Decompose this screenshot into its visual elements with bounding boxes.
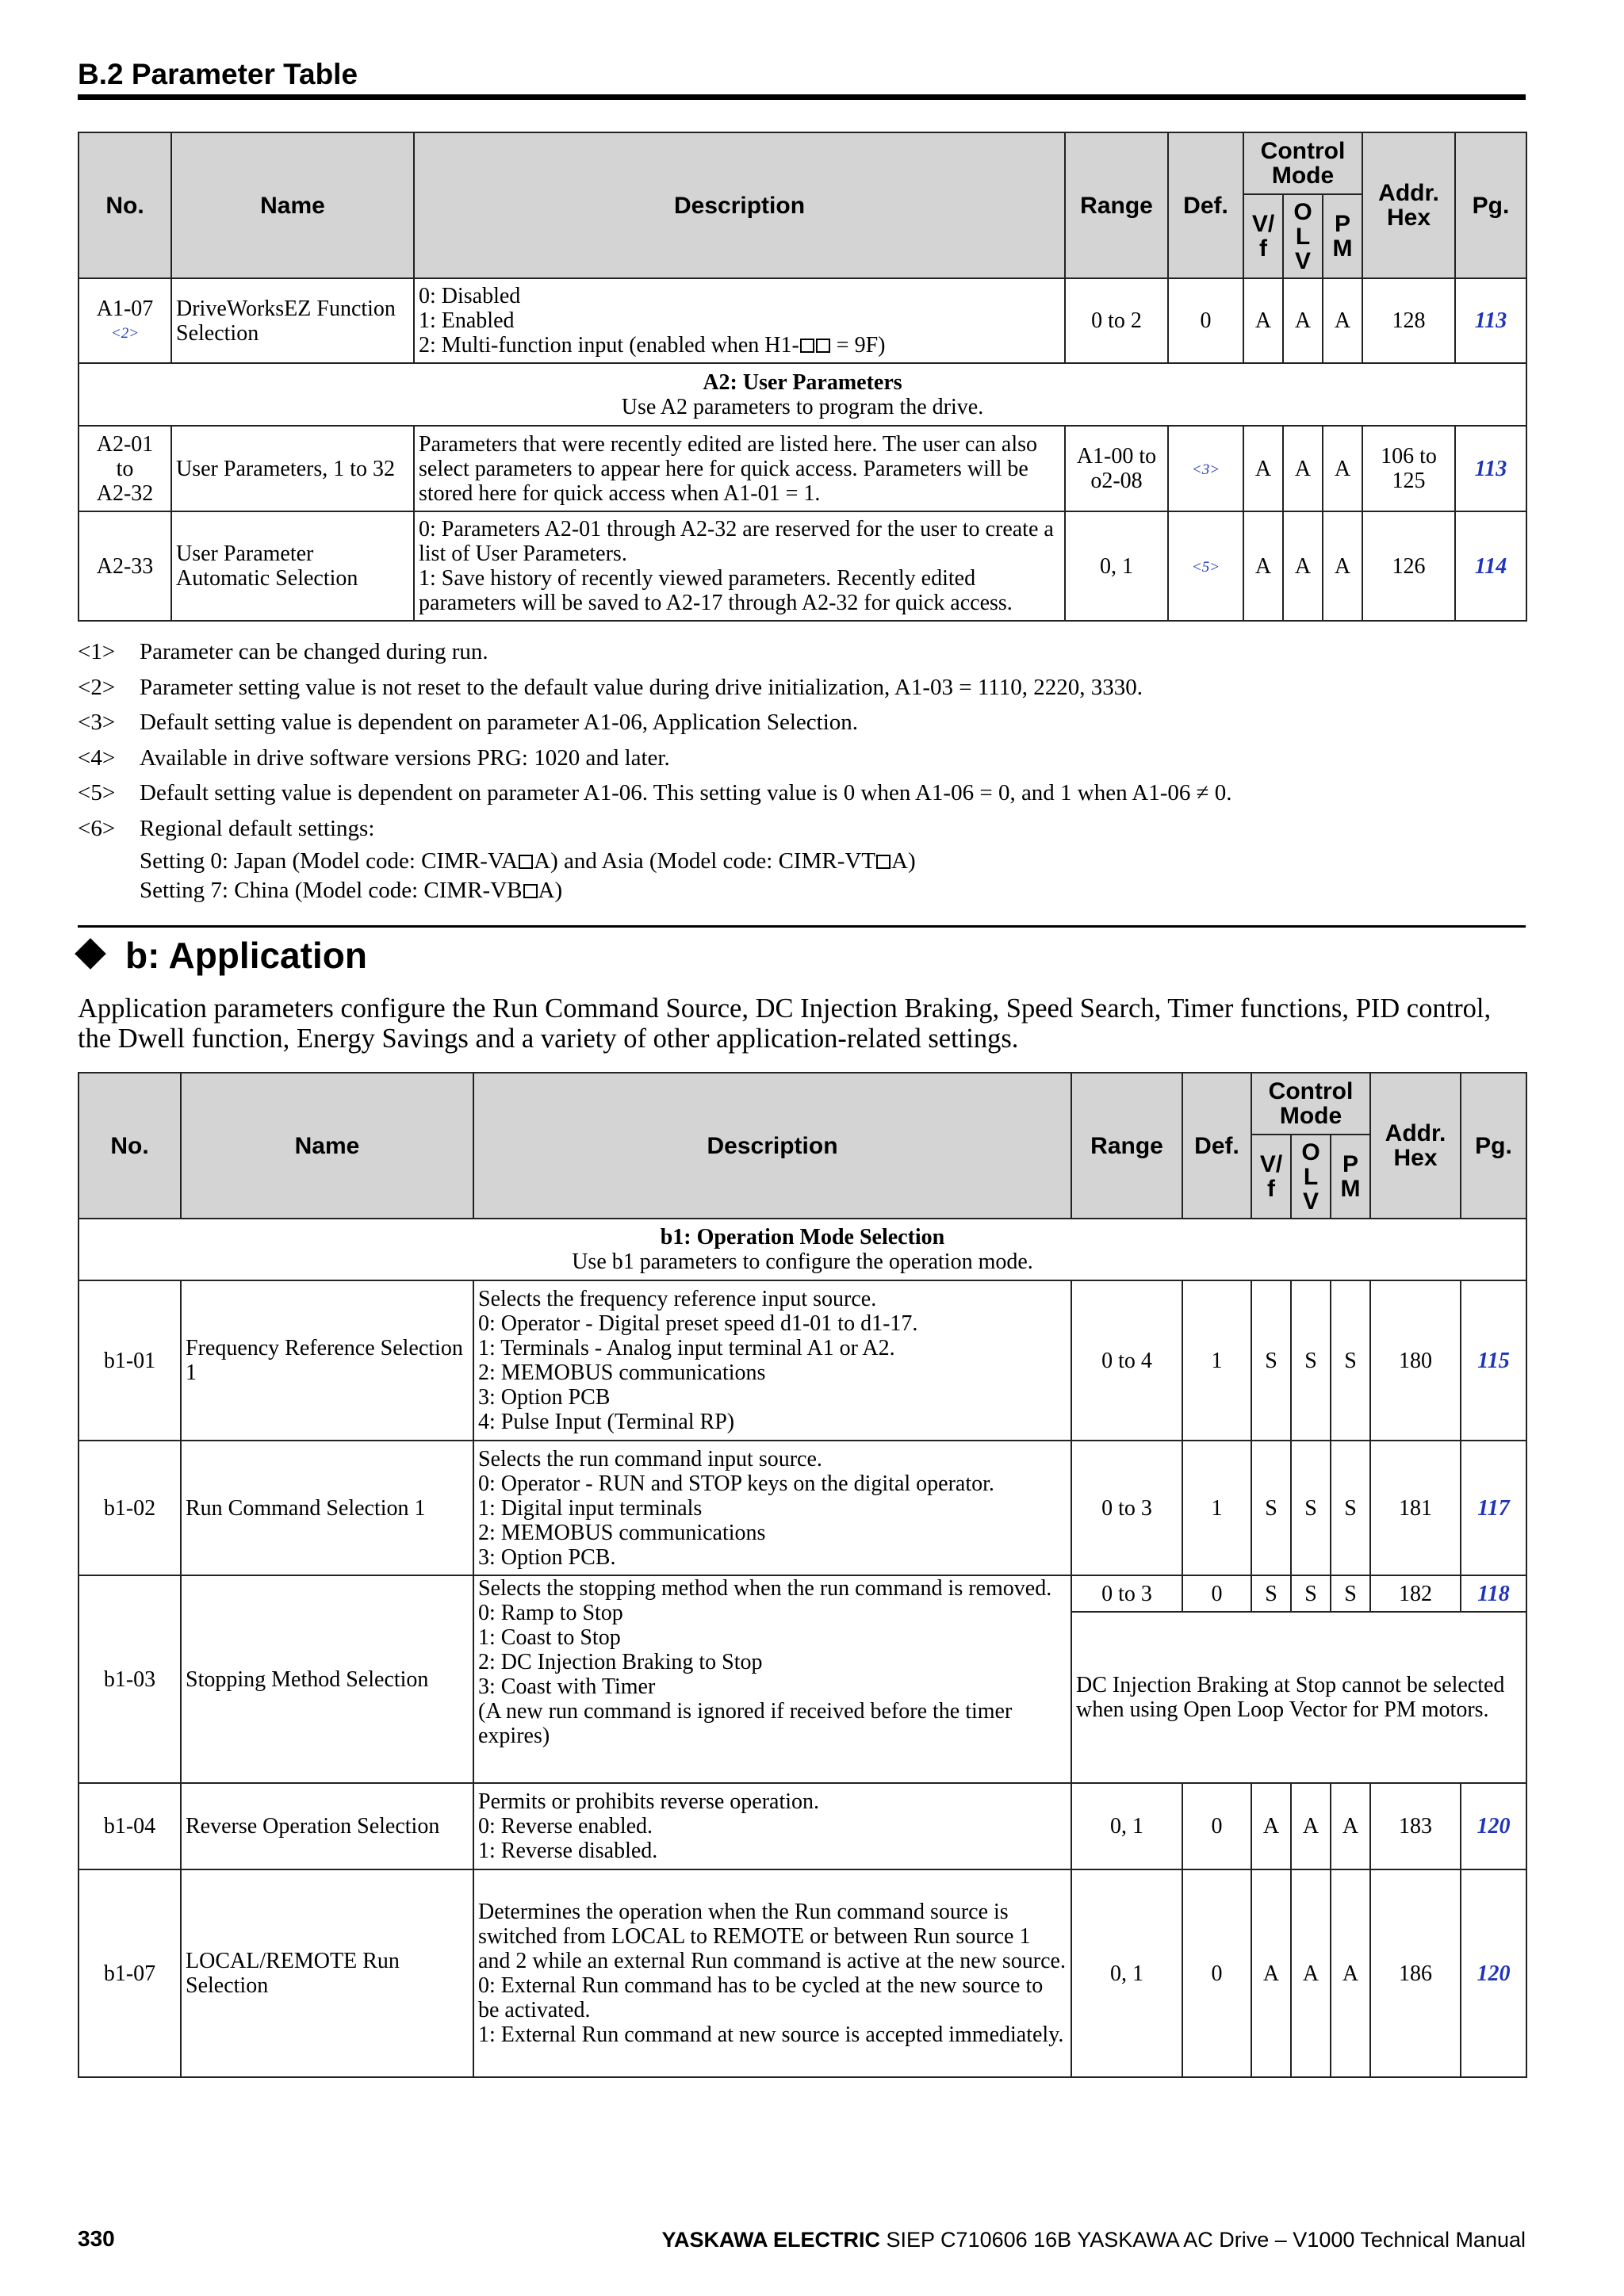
param-default: 0 (1182, 1869, 1251, 2077)
footnote-tag: <6> (78, 815, 116, 841)
col-no: No. (79, 132, 171, 278)
mode-pm: S (1331, 1575, 1370, 1612)
page-link[interactable]: 120 (1461, 1869, 1526, 2077)
col-name: Name (171, 132, 414, 278)
mode-pm: A (1323, 511, 1362, 621)
col-description: Description (414, 132, 1065, 278)
footnote-text: Regional default settings: (140, 815, 375, 841)
footnote-text: Parameter can be changed during run. (140, 639, 488, 664)
page-link[interactable]: 114 (1455, 511, 1526, 621)
group-heading (79, 1219, 1526, 1280)
parameter-table-a (78, 132, 1527, 622)
section-rule (78, 925, 1526, 928)
group-subtitle: Use A2 parameters to program the drive. (621, 394, 984, 419)
placeholder-box-icon (876, 855, 891, 869)
footnote-text: Default setting value is dependent on parameter A1-06, Application Selection. (140, 710, 858, 736)
col-pg: Pg. (1461, 1073, 1526, 1219)
col-vf: V/ f (1243, 194, 1283, 278)
footnote-tag: <3> (78, 710, 116, 736)
col-pm: P M (1331, 1135, 1370, 1219)
param-no: A2-33 (79, 511, 171, 621)
placeholder-box-icon (519, 855, 533, 869)
col-description: Description (473, 1073, 1071, 1219)
col-no: No. (79, 1073, 181, 1219)
section-title: B.2 Parameter Table (78, 58, 358, 90)
footnote-tag: <1> (78, 639, 116, 664)
group-heading (79, 363, 1526, 426)
param-note: DC Injection Braking at Stop cannot be selected when using Open Loop Vector for PM motors. (1071, 1612, 1526, 1783)
placeholder-box-icon (523, 884, 538, 898)
param-description: Permits or prohibits reverse operation. 0: Reverse enabled. 1: Reverse disabled. (473, 1783, 1071, 1869)
col-addr: Addr. Hex (1370, 1073, 1461, 1219)
group-subtitle: Use b1 parameters to configure the operation mode. (572, 1249, 1033, 1274)
mode-olv: S (1291, 1441, 1331, 1575)
mode-olv: A (1283, 511, 1323, 621)
param-default (1168, 426, 1243, 511)
col-olv: O L V (1291, 1135, 1331, 1219)
table-row (79, 426, 1526, 511)
footnote-ref[interactable]: <5> (1191, 559, 1220, 576)
col-def: Def. (1168, 132, 1243, 278)
param-addr: 186 (1370, 1869, 1461, 2077)
param-addr: 106 to 125 (1362, 426, 1455, 511)
param-description: Selects the stopping method when the run command is removed. 0: Ramp to Stop 1: Coast to Stop 2: DC Injection Braking to Stop 3: Coast with Timer (A new run command is ignored if received before the timer expires) (473, 1575, 1071, 1783)
page-link[interactable]: 117 (1461, 1441, 1526, 1575)
param-name: Run Command Selection 1 (181, 1441, 473, 1575)
page-link[interactable]: 113 (1455, 278, 1526, 363)
param-range: 0 to 3 (1071, 1575, 1182, 1612)
mode-vf: S (1251, 1575, 1291, 1612)
param-name: DriveWorksEZ Function Selection (171, 278, 414, 363)
param-default: 0 (1168, 278, 1243, 363)
footnote (78, 775, 1526, 811)
page-number: 330 (78, 2226, 115, 2251)
mode-vf: S (1251, 1441, 1291, 1575)
table-row (79, 278, 1526, 363)
param-name: User Parameters, 1 to 32 (171, 426, 414, 511)
param-no: b1-07 (79, 1869, 181, 2077)
param-addr: 128 (1362, 278, 1455, 363)
col-pm: P M (1323, 194, 1362, 278)
param-range: 0, 1 (1065, 511, 1168, 621)
mode-vf: A (1251, 1783, 1291, 1869)
param-no: b1-03 (79, 1575, 181, 1783)
mode-vf: A (1243, 278, 1283, 363)
mode-pm: S (1331, 1441, 1370, 1575)
col-addr: Addr. Hex (1362, 132, 1455, 278)
mode-olv: A (1291, 1783, 1331, 1869)
footnote (78, 705, 1526, 740)
col-def: Def. (1182, 1073, 1251, 1219)
page-link[interactable]: 113 (1455, 426, 1526, 511)
page-link[interactable]: 120 (1461, 1783, 1526, 1869)
param-description: Selects the frequency reference input source. 0: Operator - Digital preset speed d1-01 to d1-17. 1: Terminals - Analog input terminal A1 or A2. 2: MEMOBUS communications 3: Option PCB 4: Pulse Input (Terminal RP) (473, 1280, 1071, 1441)
param-default: 0 (1182, 1783, 1251, 1869)
regional-setting-7: Setting 7: China (Model code: CIMR-VB A) (140, 877, 563, 903)
mode-olv: A (1291, 1869, 1331, 2077)
col-pg: Pg. (1455, 132, 1526, 278)
footnote-tag: <5> (78, 780, 116, 806)
diamond-bullet-icon (75, 938, 106, 970)
mode-olv: S (1291, 1575, 1331, 1612)
mode-pm: S (1331, 1280, 1370, 1441)
param-name: Reverse Operation Selection (181, 1783, 473, 1869)
page-link[interactable]: 115 (1461, 1280, 1526, 1441)
footnote-tag: <2> (78, 674, 116, 700)
manual-title (661, 2228, 1526, 2252)
param-name: Stopping Method Selection (181, 1575, 473, 1783)
param-description: Parameters that were recently edited are listed here. The user can also select parameters to appear here for quick access. Parameters will be stored here for quick access when A1-01 = 1. (414, 426, 1065, 511)
footnote-ref[interactable]: <3> (1191, 461, 1220, 478)
placeholder-box-icon (816, 339, 830, 353)
brand-name: YASKAWA ELECTRIC (661, 2228, 880, 2252)
param-no: b1-04 (79, 1783, 181, 1869)
mode-pm: A (1323, 278, 1362, 363)
footnote-text: Parameter setting value is not reset to the default value during drive initialization, A1-03 = 1110, 2220, 3330. (140, 674, 1143, 700)
param-no: A1-07 <2> (79, 278, 171, 363)
param-range: 0 to 3 (1071, 1441, 1182, 1575)
col-name: Name (181, 1073, 473, 1219)
param-description: 0: Parameters A2-01 through A2-32 are reserved for the user to create a list of User Parameters. 1: Save history of recently viewed parameters. Recently edited parameters will be saved to A2-17 through A2-32 for quick access. (414, 511, 1065, 621)
mode-pm: A (1331, 1783, 1370, 1869)
param-addr: 181 (1370, 1441, 1461, 1575)
footnote (78, 811, 1526, 905)
regional-setting-0: Setting 0: Japan (Model code: CIMR-VA A) and Asia (Model code: CIMR-VT A) (140, 848, 916, 874)
param-default (1168, 511, 1243, 621)
page-link[interactable]: 118 (1461, 1575, 1526, 1612)
col-range: Range (1065, 132, 1168, 278)
table-row (79, 1575, 1526, 1612)
footnote-ref[interactable]: <2> (110, 324, 140, 342)
col-olv: O L V (1283, 194, 1323, 278)
mode-vf: A (1243, 426, 1283, 511)
mode-pm: A (1323, 426, 1362, 511)
param-default: 0 (1182, 1575, 1251, 1612)
section-intro: Application parameters configure the Run Command Source, DC Injection Braking, Speed Search, Timer functions, PID control, the Dwell function, Energy Savings and a variety of other application-related settings. (78, 993, 1492, 1054)
mode-olv: A (1283, 278, 1323, 363)
col-control-mode: Control Mode (1243, 132, 1362, 194)
param-description: 0: Disabled 1: Enabled 2: Multi-function input (enabled when H1- = 9F) (414, 278, 1065, 363)
section-heading: b: Application (125, 935, 367, 976)
param-addr: 182 (1370, 1575, 1461, 1612)
param-range: 0 to 4 (1071, 1280, 1182, 1441)
mode-olv: A (1283, 426, 1323, 511)
param-range: 0, 1 (1071, 1783, 1182, 1869)
table-row (79, 1441, 1526, 1575)
param-addr: 183 (1370, 1783, 1461, 1869)
col-vf: V/ f (1251, 1135, 1291, 1219)
param-description: Determines the operation when the Run command source is switched from LOCAL to REMOTE or between Run source 1 and 2 while an external Run command is active at the new source. 0: External Run command has to be cycled at the new source to be activated. 1: External Run command at new source is accepted immediately. (473, 1869, 1071, 2077)
mode-vf: S (1251, 1280, 1291, 1441)
col-control-mode: Control Mode (1251, 1073, 1370, 1135)
param-name: Frequency Reference Selection 1 (181, 1280, 473, 1441)
parameter-table-b (78, 1072, 1527, 2078)
col-range: Range (1071, 1073, 1182, 1219)
footnote-text: Available in drive software versions PRG: 1020 and later. (140, 744, 670, 771)
param-range: 0, 1 (1071, 1869, 1182, 2077)
param-no: b1-01 (79, 1280, 181, 1441)
mode-olv: S (1291, 1280, 1331, 1441)
footnote-tag: <4> (78, 744, 116, 771)
param-addr: 180 (1370, 1280, 1461, 1441)
param-range: A1-00 to o2-08 (1065, 426, 1168, 511)
mode-vf: A (1251, 1869, 1291, 2077)
table-row (79, 511, 1526, 621)
table-row (79, 1280, 1526, 1441)
footnote (78, 634, 1526, 670)
param-default: 1 (1182, 1280, 1251, 1441)
param-range: 0 to 2 (1065, 278, 1168, 363)
param-no: A2-01 to A2-32 (79, 426, 171, 511)
footnote (78, 670, 1526, 706)
footnotes (78, 634, 1526, 905)
param-name: User Parameter Automatic Selection (171, 511, 414, 621)
group-title: b1: Operation Mode Selection (660, 1225, 945, 1249)
param-default: 1 (1182, 1441, 1251, 1575)
param-no: b1-02 (79, 1441, 181, 1575)
mode-pm: A (1331, 1869, 1370, 2077)
manual-name: SIEP C710606 16B YASKAWA AC Drive – V1000 Technical Manual (886, 2228, 1526, 2252)
group-title: A2: User Parameters (703, 369, 902, 395)
mode-vf: A (1243, 511, 1283, 621)
group-row (79, 363, 1526, 426)
group-row (79, 1219, 1526, 1280)
placeholder-box-icon (800, 339, 814, 353)
param-addr: 126 (1362, 511, 1455, 621)
footnote (78, 740, 1526, 776)
param-description: Selects the run command input source. 0: Operator - RUN and STOP keys on the digital operator. 1: Digital input terminals 2: MEMOBUS communications 3: Option PCB. (473, 1441, 1071, 1575)
table-row (79, 1783, 1526, 1869)
footnote-text: Default setting value is dependent on parameter A1-06. This setting value is 0 when A1-06 = 0, and 1 when A1-06 ≠ 0. (140, 780, 1232, 806)
table-row (79, 1869, 1526, 2077)
title-rule (78, 94, 1526, 100)
param-name: LOCAL/REMOTE Run Selection (181, 1869, 473, 2077)
